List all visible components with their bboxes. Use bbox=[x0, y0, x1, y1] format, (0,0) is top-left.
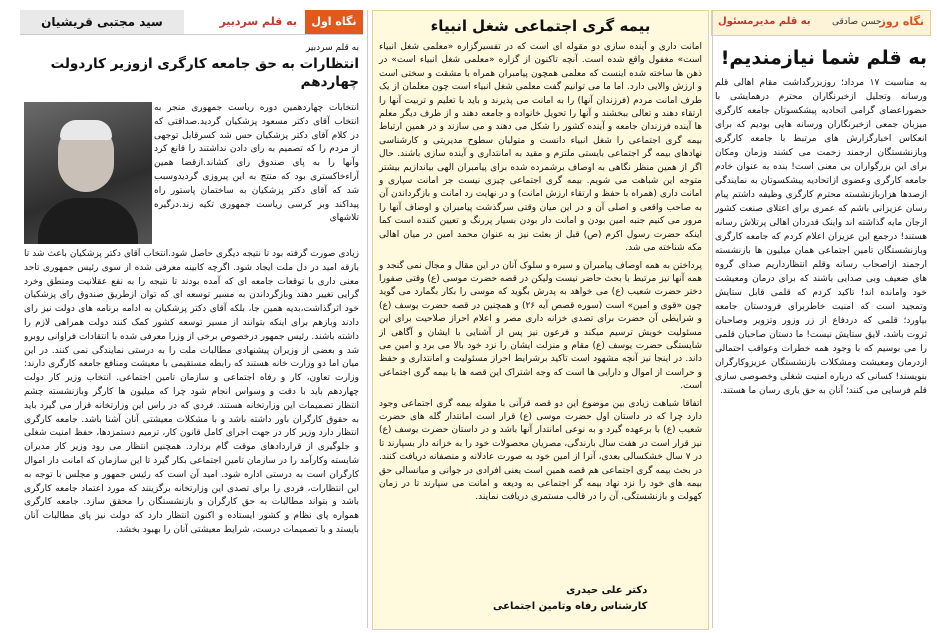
column-section: به قلم سردبیر bbox=[219, 15, 297, 28]
editorial-column-left bbox=[20, 10, 363, 628]
article-body: به مناسبت ۱۷ مرداد؛ روزبزرگداشت مقام اهالی قلم ورسانه وتجلیل ازخبرنگاران محترم درهمایشی با حضوراعضای گرامی اتحادیه پیشکسوتان جامعه کارگری میزبان جمعی ازخبرنگاران ورسانه هایی بودیم که برای انعکاس اخبارگزارش های مرتبط با جامعه کارگری وبازنشستگان ارجمند زحمت می کشند وزمان ومکان برای این بزرگواران بی معنی است! بنده به عنوان خادم جامعه کارگری وعضوی ازاتحادیه پیشکسوتان به نمایندگی ازصدها هزاربازنشسته محترم کارگری وظیفه داشتم پیام رسان عزیزانی باشم که عمری برای اعتلای صنعت کشور ازجان مایه گذاشته اند واینک قدردان اهالی پرتلاش رسانه هستند! درجمع این عزیزان اعلام کردم که جامعه کارگری وبازنشستگان تامین اجتماعی همان میلیون ها بازنشسته ارجمند ازاصحاب رسانه وقلم انتظارداریم صدای گروه های ضعیف وبی صدایی باشند که برای درمان ومعیشت خود وامانده اند! تاکید کردم که قلمی قابل ستایش وتمجید است که امنیت خاطربرای فرودستان جامعه بیاورد؛ قلمی که دردفاع از زر وزور وتزویر وصاحبان ثروت باشد، لایق ستایش نیست! ما دستان صاحبان قلمی را می بوسیم که با وجود همه خطرات وعواقب احتمالی ازدرمان ومعیشت ومشکلات بازنشستگان عزیزوکارگران بنویسند! کسانی که درباره امنیت شغلی وخصوصی سازی قلم فرسایی می کنند؛ آنان به حق یاری رسان ما هستند. bbox=[715, 78, 927, 396]
editorial-column-right bbox=[711, 10, 931, 628]
column-author: حسن صادقی bbox=[832, 17, 882, 27]
photo-hair bbox=[60, 120, 112, 140]
column-header bbox=[20, 10, 363, 35]
column-badge: نگاه روز bbox=[879, 15, 924, 28]
article-paragraph: اتفاقا شباهت زیادی بین موضوع این دو قصه قرآنی با مقوله بیمه گری اجتماعی وجود دارد چرا که در داستان اول حضرت موسی (ع) قرار است امانتدار گله های حضرت شعیب (ع) با برعهده گیرد و به نوعی امانتدار آنها باشد و در داستان حضرت یوسف (ع) نیز قرار است در هفت سال بارندگی، مصریان محصولات خود را به خزانه دار بسپارند تا در ۷ سال خشکسالی بعدی، آنرا از امین خود به صورت عادلانه و منصفانه دریافت کنند. در بحث بیمه گری اجتماعی هم قصه همین است یعنی افرادی در جوانی و میانسالی حق بیمه های خود را نزد نهاد بیمه گر اجتماعی به ودیعه و امانت می سپارند تا در زمان کهولت و بازنشستگی، آن را در قالب مستمری دریافت نمایند. bbox=[379, 398, 703, 503]
column-badge: نگاه اول bbox=[305, 10, 363, 34]
photo-shoulders bbox=[38, 198, 138, 244]
column-author: سید مجتبی قریشیان bbox=[20, 10, 184, 34]
article-title: به قلم شما نیازمندیم! bbox=[720, 47, 927, 69]
article-body-top: انتخابات چهاردهمین دوره ریاست جمهوری منجر به انتخاب آقای دکتر مسعود پزشکیان گردید.صداقتی که در کلام آقای دکتر پزشکیان حس شد کسرقابل توجهی از مردم را که تصمیم به رای دادن نداشتند را قانع کرد وآنها را به پای صندوق رای کشاند.ازقضا همین آراءخاکستری بود که منتج به این پیروزی گردیدوسبب شد که آقای دکتر پزشکیان به ساختمان پاستور راه پیداکند وبر کرسی ریاست جمهوری تکیه زند.درگیره تلاشهای bbox=[154, 103, 359, 224]
article-kicker: به قلم سردبیر bbox=[305, 43, 359, 53]
column-divider bbox=[712, 10, 713, 628]
article-body bbox=[373, 41, 708, 569]
article-paragraph: امانت داری و آینده سازی دو مقوله ای است که در تفسیرگزاره «معلمی شغل انبیاء است» مغفول واقع شده است. آنچه تاکنون از گزاره «معلمی شغل انبیاء است» در ذهن ها ساخته شده اینست که معلمی همچون پیامبران همراه با مشقت و سختی است و ارزش والایی دارد. اما ما می توانیم گفت معلمی شغل انبیاء است چون معلمان از یک طرف امانت مردم (فرزندان آنها) را به امانت می پذیرند و باید با تعلیم و تربیت آنها را ارتقاء دهند و تعالی ببخشند و آنها را تحویل خانواده و جامعه دهند و از طرف دیگر معلم ها آینده فرزندان جامعه و آینده کشور را شکل می دهند و می سازند و در همین ارتباط بیمه گری اجتماعی را شغل انبیاء دانست و متولیان سطوح مدیریتی و کارشناسی نهادهای بیمه گر اجتماعی بایستی ملتزم و مقید به امانتداری و آینده سازی باشند. حال اگر از همین منظر نگاهی به اوصاف برشمرده شده برای پیامبران الهی بیاندازیم بیشتر متوجه این شباهت می شویم. بیمه گری اجتماعی چیزی نیست جز امانت سپاری و امانت داری (همراه با حفظ و ارتقاء ارزش امانت) و در نهایت رد امانت و بازگرداندن آن به صاحب واقعی و اصلی آن و در این میان وقتی سرگذشت پیامبران و اوصاف آنها را مرور می کنیم جنبه امین بودن و امانت دار بودن بسیار پررنگ و تعیین کننده است کما اینکه حضرت رسول اکرم (ص) قبل از بعثت نیز به عنوان محمد امین در میان اهالی مکه شناخته می شد. bbox=[379, 42, 702, 254]
article-title: بیمه گری اجتماعی شغل انبیاء bbox=[430, 17, 651, 35]
author-name: دکتر علی حیدری bbox=[566, 585, 648, 596]
article-paragraph: پرداختن به همه اوصاف پیامبران و سیره و سلوک آنان در این مقال و مجال نمی گنجد و همه آنها نیز مرتبط با بحث حاضر نیست ولیکن در قصه حضرت موسی (ع) وقتی صفورا دختر حضرت شعیب (ع) می خواهد به پدرش بگوید که موسی را بکار بگمارد می گوید چون «قوی و امین» است (سوره قصص آیه ۲۶) و همچنین در قصه حضرت یوسف (ع) و شرایطی آن حضرت برای تصدی خزانه داری مصر و اعلام احراز صلاحیت برای این مسئولیت خویش ترسیم میکند و فرعون نیز پس از آشنایی با ایشان و آگاهی از شایستگی حضرت یوسف (ع) مقام و منزلت ایشان را نزد خود بالا می برد و امین می داند. در اینجا نیز آنچه مشهود است تاکید برشرایط احراز مسئولیت و امانتداری و حفظ و حراست از اموال و دارایی ها است که وجه اشتراک این قصه ها با بیمه گری اجتماعی است. bbox=[379, 260, 702, 392]
column-section: به قلم مدیرمسئول bbox=[718, 16, 811, 27]
column-divider bbox=[367, 10, 368, 628]
author-role: کارشناس رفاه وتامین اجتماعی bbox=[493, 601, 648, 612]
author-photo bbox=[24, 102, 152, 244]
article-body: زیادی صورت گرفته بود تا نتیجه دیگری حاصل شود.انتخاب آقای دکتر پزشکیان باعث شد تا بارقه امید در دل ملت ایجاد شود. اگرچه کابینه معرفی شده از سوی رئیس جمهوری تاحد معنی داری با توقعات جامعه ای که آمده بودند تا نتیجه را به نفع عقلانیت ومنطق وخرد گرایی تغییر دهند وبازگرداندن به مسیر توسعه ای که توان ازطریق صندوق رای پزشکیان خود اثرگذاشت،بدیه همین جا، بلکه آقای دکتر پزشکیان به ادامه برنامه های دولت نیز رای دادند وبازهم برای اینکه بتوانند از مسیر توسعه کشور کمک کنند دولت همراهی لازم را داشته باشند. رئیس جمهور درخصوص برخی از وزرا معرفی شده با انتقادات فراوانی روبرو شد و بعضی از وزیران پیشنهادی مطالبات ملت را به درستی نمایندگی نمی کنند. در این میان اما دو وزارت خانه هستند که رابطه مستقیمی با معیشت ومنافع جامعه کارگری دارند: وزارت تعاون، کار و رفاه اجتماعی و سازمان تامین اجتماعی. انتخاب وزیر کار دولت چهاردهم باید با دقت و وسواس انجام شود چرا که میلیون ها کارگر وبازنشسته چشم انتظار تصمیمات این وزارتخانه هستند. فردی که در راس این وزارتخانه قرار می گیرد باید به حقوق کارگران باور داشته باشد و با مشکلات معیشتی آنان آشنا باشد. جامعه کارگری انتظار دارد وزیر کار در جهت اجرای کامل قانون کار، ترمیم دستمزدها، حفظ امنیت شغلی و جلوگیری از قراردادهای موقت گام بردارد. همچنین انتظار می رود وزیر کار مدیران شایسته وکارآمد را در سازمان تامین اجتماعی بکار گیرد تا این سازمان که امانت دار اموال کارگران است به درستی اداره شود. امید آن است که رئیس جمهور و مجلس با توجه به این انتظارات، فردی را برای تصدی این وزارتخانه برگزینند که مورد اعتماد جامعه کارگری باشد و بتواند مطالبات به حق کارگران و بازنشستگان را محقق سازد. جامعه کارگری همواره پای نظام و کشور ایستاده و اکنون انتظار دارد که دولت نیز پای مطالبات آنان بایستد و با تصمیمات درست، شرایط معیشتی آنان را بهبود بخشد. bbox=[24, 249, 359, 535]
author-signature bbox=[493, 583, 647, 615]
article-title: انتظارات به حق جامعه کارگری ازوزیر کاردولت چهاردهم bbox=[50, 56, 359, 90]
column-header bbox=[711, 10, 931, 36]
article-column-middle bbox=[372, 10, 709, 630]
